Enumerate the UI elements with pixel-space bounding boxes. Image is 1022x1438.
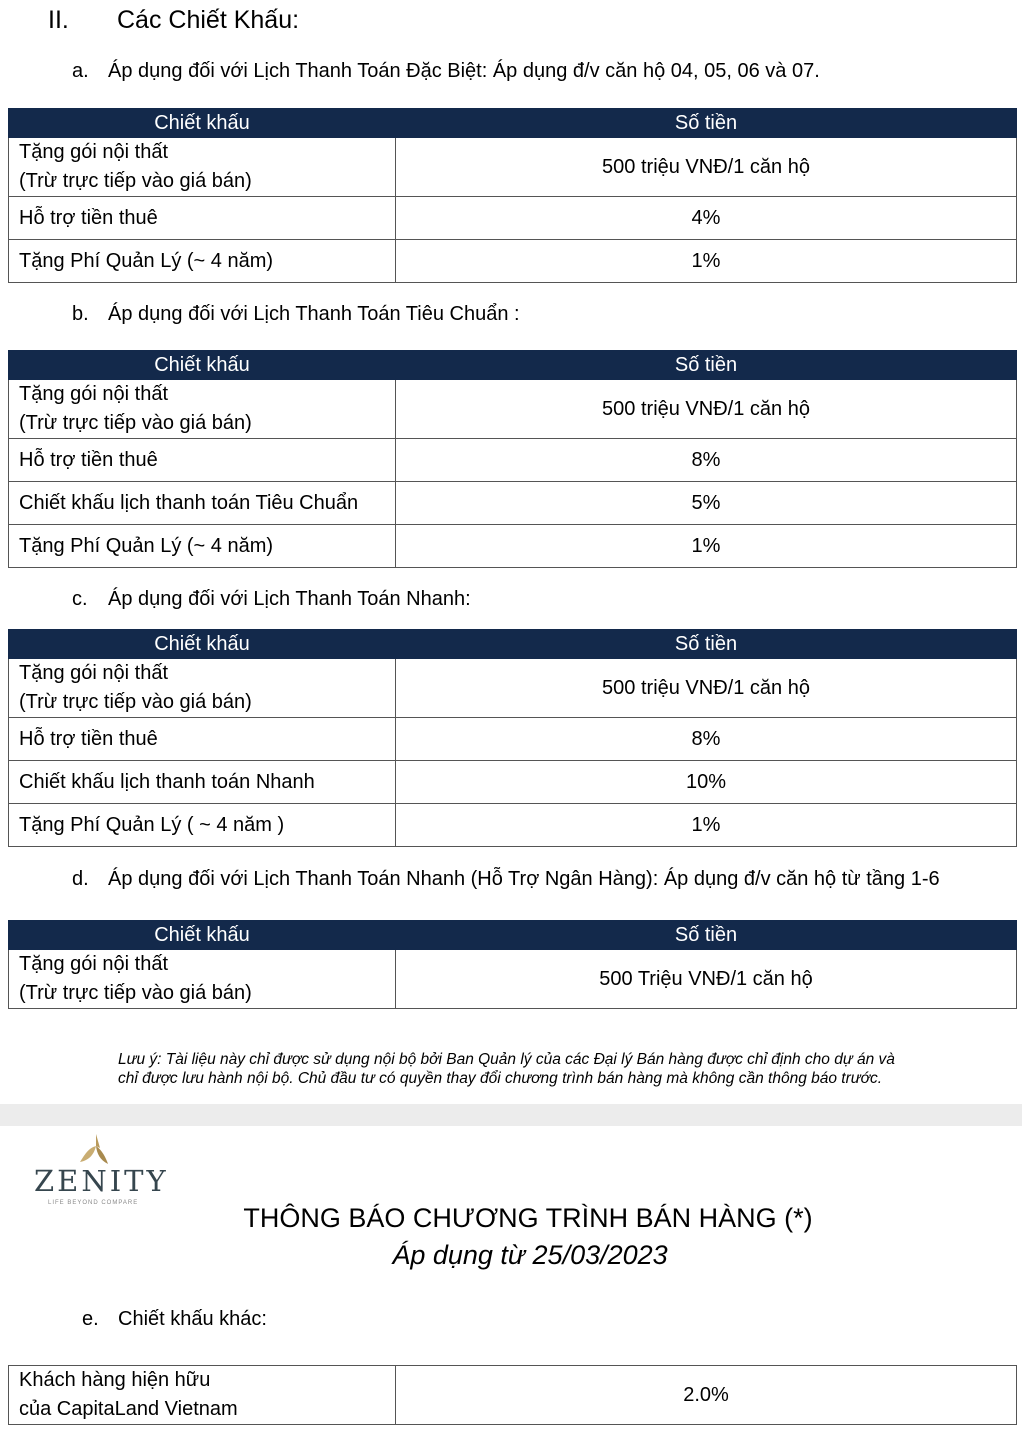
discount-table-c — [8, 629, 1017, 847]
disclaimer-note: Lưu ý: Tài liệu này chỉ được sử dụng nội bộ bởi Ban Quản lý của các Đại lý Bán hàng được chỉ định cho dự án và chỉ được lưu hành nội bộ. Chủ đầu tư có quyền thay đổi chương trình bán hàng mà không cần thông báo trước. — [118, 1051, 895, 1087]
row-value: 4% — [396, 197, 1017, 240]
row-label: Chiết khấu lịch thanh toán Tiêu Chuẩn — [9, 482, 396, 525]
column-header-amount: Số tiền — [396, 921, 1017, 950]
announcement-date: Áp dụng từ 25/03/2023 — [392, 1240, 668, 1270]
announcement-title: THÔNG BÁO CHƯƠNG TRÌNH BÁN HÀNG (*) — [243, 1203, 813, 1233]
discount-table-d — [8, 920, 1017, 1009]
discount-table-a — [8, 108, 1017, 283]
table-row — [9, 1366, 1017, 1425]
column-header-discount: Chiết khấu — [9, 921, 396, 950]
table-row — [9, 197, 1017, 240]
column-header-discount: Chiết khấu — [9, 630, 396, 659]
discount-table-b — [8, 350, 1017, 568]
row-value: 1% — [396, 804, 1017, 847]
other-discount-table — [8, 1365, 1017, 1425]
column-header-discount: Chiết khấu — [9, 109, 396, 138]
zenity-logo — [30, 1132, 169, 1212]
row-label: Hỗ trợ tiền thuê — [9, 718, 396, 761]
row-value: 1% — [396, 525, 1017, 568]
row-label: Hỗ trợ tiền thuê — [9, 439, 396, 482]
logo-wordmark: ZENITY — [34, 1164, 169, 1198]
table-row — [9, 138, 1017, 197]
row-label: Tặng gói nội thất (Trừ trực tiếp vào giá bán) — [9, 138, 396, 197]
column-header-amount: Số tiền — [396, 630, 1017, 659]
row-label: Tặng Phí Quản Lý (~ 4 năm) — [9, 240, 396, 283]
row-value: 10% — [396, 761, 1017, 804]
table-header-row — [9, 921, 1017, 950]
table-row — [9, 439, 1017, 482]
row-value: 8% — [396, 439, 1017, 482]
row-label: Tặng gói nội thất (Trừ trực tiếp vào giá bán) — [9, 380, 396, 439]
section-heading — [0, 6, 1022, 42]
row-value: 500 triệu VNĐ/1 căn hộ — [396, 138, 1017, 197]
row-value: 500 Triệu VNĐ/1 căn hộ — [396, 950, 1017, 1009]
row-value: 5% — [396, 482, 1017, 525]
row-label: Tặng gói nội thất (Trừ trực tiếp vào giá bán) — [9, 659, 396, 718]
table-row — [9, 761, 1017, 804]
table-row — [9, 950, 1017, 1009]
dragonfly-icon — [30, 1132, 160, 1166]
section-e-title: e. Chiết khấu khác: — [82, 1308, 267, 1330]
table-row — [9, 804, 1017, 847]
page-separator — [0, 1104, 1022, 1126]
table-row — [9, 659, 1017, 718]
column-header-amount: Số tiền — [396, 109, 1017, 138]
table-header-row — [9, 630, 1017, 659]
heading-number: II. — [48, 6, 69, 34]
row-label: Hỗ trợ tiền thuê — [9, 197, 396, 240]
row-value: 500 triệu VNĐ/1 căn hộ — [396, 659, 1017, 718]
table-header-row — [9, 351, 1017, 380]
heading-title: Các Chiết Khấu: — [117, 6, 300, 34]
table-row — [9, 718, 1017, 761]
row-label: Tặng Phí Quản Lý (~ 4 năm) — [9, 525, 396, 568]
column-header-discount: Chiết khấu — [9, 351, 396, 380]
row-value: 1% — [396, 240, 1017, 283]
row-value: 500 triệu VNĐ/1 căn hộ — [396, 380, 1017, 439]
row-label: Tặng gói nội thất (Trừ trực tiếp vào giá bán) — [9, 950, 396, 1009]
row-label: Tặng Phí Quản Lý ( ~ 4 năm ) — [9, 804, 396, 847]
column-header-amount: Số tiền — [396, 351, 1017, 380]
row-label: Khách hàng hiện hữu của CapitaLand Vietnam — [9, 1366, 396, 1425]
logo-tagline: LIFE BEYOND COMPARE — [48, 1200, 139, 1206]
table-row — [9, 240, 1017, 283]
table-row — [9, 380, 1017, 439]
table-row — [9, 482, 1017, 525]
row-value: 2.0% — [396, 1366, 1017, 1425]
table-row — [9, 525, 1017, 568]
table-header-row — [9, 109, 1017, 138]
row-value: 8% — [396, 718, 1017, 761]
row-label: Chiết khấu lịch thanh toán Nhanh — [9, 761, 396, 804]
